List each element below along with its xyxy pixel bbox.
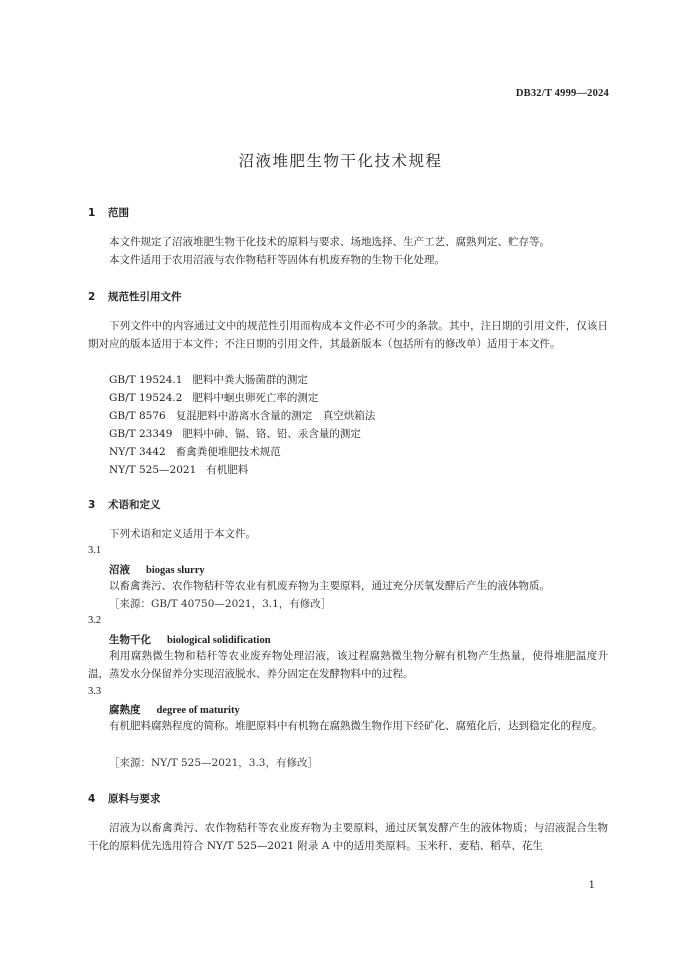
term-source: ［来源：GB/T 40750—2021，3.1，有修改］ bbox=[109, 598, 332, 610]
reference-name: 肥料中砷、镉、铬、铅、汞含量的测定 bbox=[182, 428, 361, 440]
section-heading-materials bbox=[88, 791, 161, 806]
reference-code: NY/T 525—2021 bbox=[109, 464, 197, 476]
page-number: 1 bbox=[588, 880, 595, 891]
section-heading-normative bbox=[88, 289, 182, 304]
scope-paragraph-2: 本文件适用于农用沼液与农作物秸秆等固体有机废弃物的生物干化处理。 bbox=[109, 254, 445, 266]
document-title: 沼液堆肥生物干化技术规程 bbox=[238, 152, 443, 170]
clause-number: 3.3 bbox=[88, 686, 102, 697]
reference-name: 肥料中蛔虫卵死亡率的测定 bbox=[192, 392, 319, 404]
term-definition: 有机肥料腐熟程度的简称。堆肥原料中有机物在腐熟微生物作用下经矿化、腐殖化后，达到稳定化的程度。 bbox=[109, 720, 603, 732]
term-english: biogas slurry bbox=[146, 565, 205, 576]
clause-number: 3.2 bbox=[88, 615, 102, 626]
term-heading bbox=[109, 632, 271, 647]
term-chinese: 生物干化 bbox=[109, 634, 151, 646]
reference-item bbox=[109, 425, 361, 443]
reference-item bbox=[109, 371, 308, 389]
section-number: 3 bbox=[88, 499, 96, 511]
scope-paragraph-1: 本文件规定了沼液堆肥生物干化技术的原料与要求、场地选择、生产工艺、腐熟判定、贮存等。 bbox=[109, 236, 550, 248]
reference-item bbox=[109, 389, 318, 407]
reference-name: 复混肥料中游离水含量的测定 真空烘箱法 bbox=[175, 410, 376, 422]
section-number: 2 bbox=[88, 291, 96, 303]
term-heading bbox=[109, 562, 205, 577]
terms-intro: 下列术语和定义适用于本文件。 bbox=[109, 528, 256, 540]
reference-item bbox=[109, 443, 281, 461]
section-heading-scope bbox=[88, 205, 129, 220]
term-chinese: 沼液 bbox=[109, 564, 130, 576]
section-title: 规范性引用文件 bbox=[108, 291, 182, 303]
materials-paragraph: 沼液为以畜禽粪污、农作物秸秆等农业废弃物为主要原料，通过厌氧发酵产生的液体物质；与沼液混合生物干化的原料优先选用符合 NY/T 525—2021 附录 A 中的适用类原料。玉米秆、麦秸、稻草、花生 bbox=[88, 822, 608, 852]
section-number: 1 bbox=[88, 207, 96, 219]
reference-code: NY/T 3442 bbox=[109, 446, 166, 458]
term-definition: 利用腐熟微生物和秸秆等农业废弃物处理沼液，该过程腐熟微生物分解有机物产生热量，使得堆肥温度升温，蒸发水分保留养分实现沼液脱水、养分固定在发酵物料中的过程。 bbox=[88, 650, 608, 680]
reference-name: 肥料中粪大肠菌群的测定 bbox=[192, 374, 308, 386]
term-definition: 以畜禽粪污、农作物秸秆等农业有机废弃物为主要原料，通过充分厌氧发酵后产生的液体物质。 bbox=[109, 580, 550, 592]
reference-code: GB/T 19524.2 bbox=[109, 392, 183, 404]
section-number: 4 bbox=[88, 793, 96, 805]
term-chinese: 腐熟度 bbox=[109, 704, 141, 716]
reference-item bbox=[109, 407, 375, 425]
term-source: ［来源：NY/T 525—2021，3.3，有修改］ bbox=[109, 757, 318, 769]
reference-code: GB/T 19524.1 bbox=[109, 374, 183, 386]
section-title: 原料与要求 bbox=[108, 793, 161, 805]
reference-code: GB/T 23349 bbox=[109, 428, 173, 440]
reference-name: 畜禽粪便堆肥技术规范 bbox=[175, 446, 281, 458]
reference-code: GB/T 8576 bbox=[109, 410, 166, 422]
section-heading-terms bbox=[88, 497, 161, 512]
section-title: 术语和定义 bbox=[108, 499, 161, 511]
reference-item bbox=[109, 461, 248, 479]
section-title: 范围 bbox=[108, 207, 129, 219]
reference-name: 有机肥料 bbox=[206, 464, 249, 476]
normative-intro: 下列文件中的内容通过文中的规范性引用而构成本文件必不可少的条款。其中，注日期的引用文件，仅该日期对应的版本适用于本文件；不注日期的引用文件，其最新版本（包括所有的修改单）适用于本文件。 bbox=[88, 320, 608, 350]
term-english: degree of maturity bbox=[156, 705, 240, 716]
clause-number: 3.1 bbox=[88, 545, 102, 556]
term-heading bbox=[109, 702, 240, 717]
document-code: DB32/T 4999—2024 bbox=[515, 88, 609, 99]
term-english: biological solidification bbox=[167, 635, 271, 646]
